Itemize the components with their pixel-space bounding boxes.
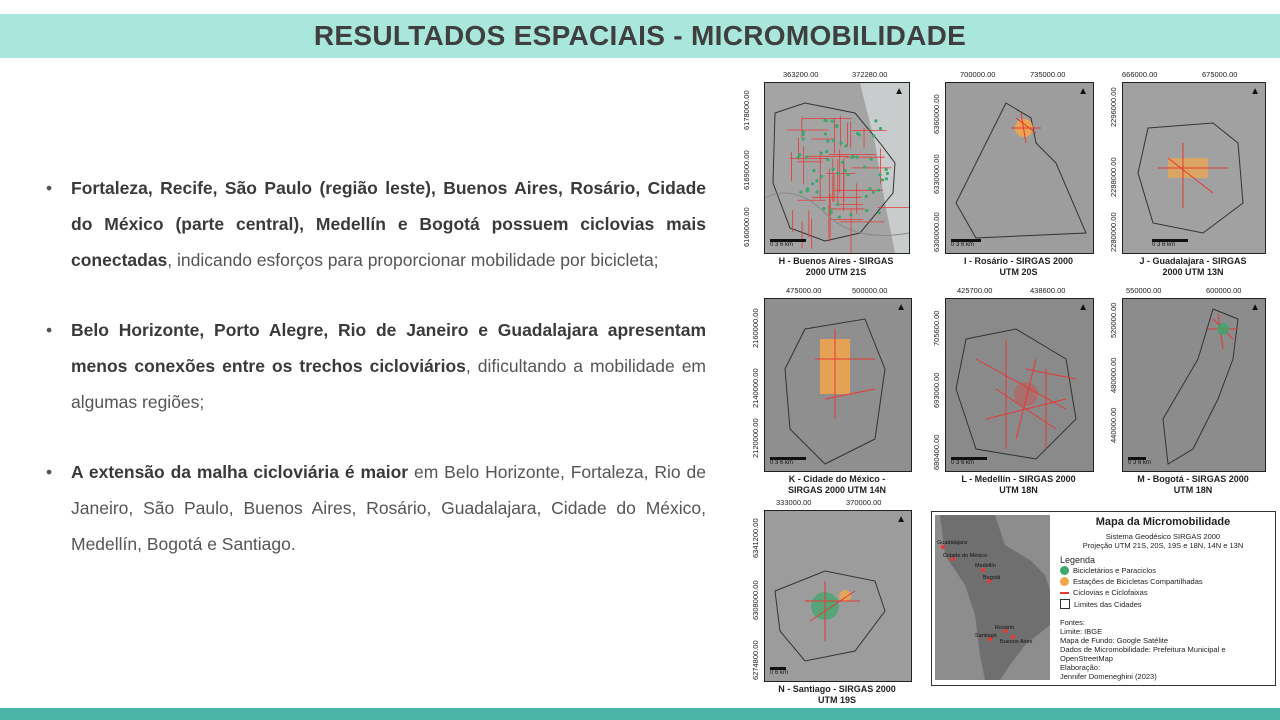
red-line-icon <box>1060 592 1069 594</box>
map-panel-n <box>751 498 910 705</box>
y-coord: 2288000.00 <box>1109 157 1118 197</box>
map-image <box>945 82 1094 254</box>
y-coord: 2140000.00 <box>751 368 760 408</box>
map-image <box>764 298 912 472</box>
map-image <box>764 82 910 254</box>
scale-bar: 0 6 km <box>770 667 788 676</box>
city-label: Buenos Aires <box>1000 639 1033 645</box>
overview-map <box>935 515 1050 680</box>
map-caption: H - Buenos Aires - SIRGAS 2000 UTM 21S <box>778 256 894 277</box>
orange-dot-icon <box>1060 577 1069 586</box>
legend-subtitle: Projeção UTM 21S, 20S, 19S e 18N, 14N e 13N <box>1082 541 1244 550</box>
scale-bar: 0 3 6 km <box>951 457 987 466</box>
x-coord: 500000.00 <box>852 286 888 295</box>
north-arrow-icon: ▲ <box>1250 86 1260 97</box>
x-coord: 550000.00 <box>1126 286 1162 295</box>
north-arrow-icon: ▲ <box>896 514 906 525</box>
green-dot-icon <box>1060 566 1069 575</box>
x-coord: 700000.00 <box>960 70 996 79</box>
scale-bar: 0 3 6 km <box>1152 239 1188 248</box>
box-outline-icon <box>1060 599 1070 609</box>
legend-item-bike-share: Estações de Bicicletas Compartilhadas <box>1060 577 1203 586</box>
y-coord: 480000.00 <box>1109 357 1118 393</box>
legend-title: Mapa da Micromobilidade <box>1095 516 1231 528</box>
y-coord: 440000.00 <box>1109 407 1118 443</box>
bullet-text: , dificultando a mobilidade em algumas regiões; <box>71 356 707 412</box>
city-label: Cidade do México <box>943 553 988 559</box>
x-coord: 333000.00 <box>776 498 812 507</box>
x-coord: 425700.00 <box>957 286 993 295</box>
map-panel-l <box>932 286 1092 495</box>
north-arrow-icon: ▲ <box>1078 302 1088 313</box>
y-coord: 6274800.00 <box>751 640 760 680</box>
bullet-list <box>46 170 706 596</box>
x-coord: 475000.00 <box>786 286 822 295</box>
sources: Fontes: Limite: IBGE Mapa de Fundo: Google Satélite Dados de Micromobilidade: Prefeitura Municipal e OpenStreetMap Elaboração: Jennifer Domeneghini (2023) <box>1060 618 1226 681</box>
map-image <box>1122 82 1266 254</box>
scale-bar: 0 3 6 km <box>770 239 806 248</box>
city-label: Santiago <box>975 633 997 639</box>
y-coord: 6330000.00 <box>932 154 941 194</box>
legend-heading: Legenda <box>1060 555 1096 565</box>
bullet-bold: Fortaleza, Recife, São Paulo (região leste), Buenos Aires, Rosário, Cidade do México (parte central), Medellín e Bogotá possuem ciclovias mais conectadas <box>71 178 706 270</box>
y-coord: 2296000.00 <box>1109 87 1118 127</box>
city-label: Bogotá <box>983 575 1001 581</box>
x-coord: 363200.00 <box>783 70 819 79</box>
north-arrow-icon: ▲ <box>1250 302 1260 313</box>
bullet-item <box>46 312 706 420</box>
legend-item-bike-lanes: Ciclovias e Ciclofaixas <box>1060 588 1148 597</box>
bullet-bold: Belo Horizonte, Porto Alegre, Rio de Janeiro e Guadalajara apresentam menos conexões entre os trechos cicloviários <box>71 320 706 376</box>
map-caption: N - Santiago - SIRGAS 2000 UTM 19S <box>778 684 896 705</box>
y-coord: 2160000.00 <box>751 308 760 348</box>
map-caption: I - Rosário - SIRGAS 2000 UTM 20S <box>963 256 1074 277</box>
title-bar <box>0 14 1280 58</box>
x-coord: 372280.00 <box>852 70 888 79</box>
map-image <box>1122 298 1266 472</box>
y-coord: 6300000.00 <box>932 212 941 252</box>
y-coord: 6178000.00 <box>742 90 751 130</box>
x-coord: 438600.00 <box>1030 286 1066 295</box>
y-coord: 680400.00 <box>932 434 941 470</box>
city-label: Rosário <box>995 625 1014 631</box>
bottom-bar <box>0 708 1280 720</box>
bullet-bold: A extensão da malha cicloviária é maior <box>71 462 409 482</box>
bullet-item <box>46 170 706 278</box>
x-coord: 675000.00 <box>1202 70 1238 79</box>
x-coord: 666000.00 <box>1122 70 1158 79</box>
legend-item-bicycle-parking: Bicicletários e Paraciclos <box>1060 566 1156 575</box>
map-legend <box>931 511 1276 686</box>
map-panel-k <box>751 286 910 495</box>
bullet-text: em Belo Horizonte, Fortaleza, Rio de Janeiro, São Paulo, Buenos Aires, Rosário, Guadalajara, Cidade do México, Medellín, Bogotá e Santiago. <box>71 462 706 554</box>
y-coord: 520000.00 <box>1109 302 1118 338</box>
map-panel-j <box>1109 70 1264 277</box>
map-panel-h <box>742 70 908 277</box>
map-caption: L - Medellín - SIRGAS 2000 UTM 18N <box>961 474 1076 495</box>
y-coord: 6160000.00 <box>742 207 751 247</box>
north-arrow-icon: ▲ <box>896 302 906 313</box>
city-label: Medellín <box>975 563 996 569</box>
scale-bar: 0 3 6 km <box>770 457 806 466</box>
page-title: RESULTADOS ESPACIAIS - MICROMOBILIDADE <box>313 20 967 51</box>
scale-bar: 0 3 6 km <box>951 239 981 248</box>
y-coord: 6360000.00 <box>932 94 941 134</box>
x-coord: 600000.00 <box>1206 286 1242 295</box>
map-panel-i <box>932 70 1092 277</box>
north-arrow-icon: ▲ <box>1078 86 1088 97</box>
north-arrow-icon: ▲ <box>894 86 904 97</box>
y-coord: 6308000.00 <box>751 580 760 620</box>
map-image <box>945 298 1094 472</box>
y-coord: 6341200.00 <box>751 518 760 558</box>
city-label: Guadalajara <box>937 540 967 546</box>
x-coord: 370000.00 <box>846 498 882 507</box>
bullet-item <box>46 454 706 562</box>
map-image <box>764 510 912 682</box>
y-coord: 2280000.00 <box>1109 212 1118 252</box>
bullet-text: , indicando esforços para proporcionar mobilidade por bicicleta; <box>167 250 659 270</box>
map-caption: K - Cidade do México - SIRGAS 2000 UTM 14N <box>787 474 887 495</box>
y-coord: 6169000.00 <box>742 150 751 190</box>
x-coord: 735000.00 <box>1030 70 1066 79</box>
scale-bar: 0 3 6 km <box>1128 457 1151 466</box>
map-panel-m <box>1109 286 1264 495</box>
y-coord: 693000.00 <box>932 372 941 408</box>
map-caption: M - Bogotá - SIRGAS 2000 UTM 18N <box>1137 474 1249 495</box>
y-coord: 705600.00 <box>932 310 941 346</box>
map-caption: J - Guadalajara - SIRGAS 2000 UTM 13N <box>1139 256 1247 277</box>
y-coord: 2120000.00 <box>751 418 760 458</box>
legend-item-city-limits: Limites das Cidades <box>1060 599 1142 609</box>
legend-subtitle: Sistema Geodésico SIRGAS 2000 <box>1105 532 1221 541</box>
